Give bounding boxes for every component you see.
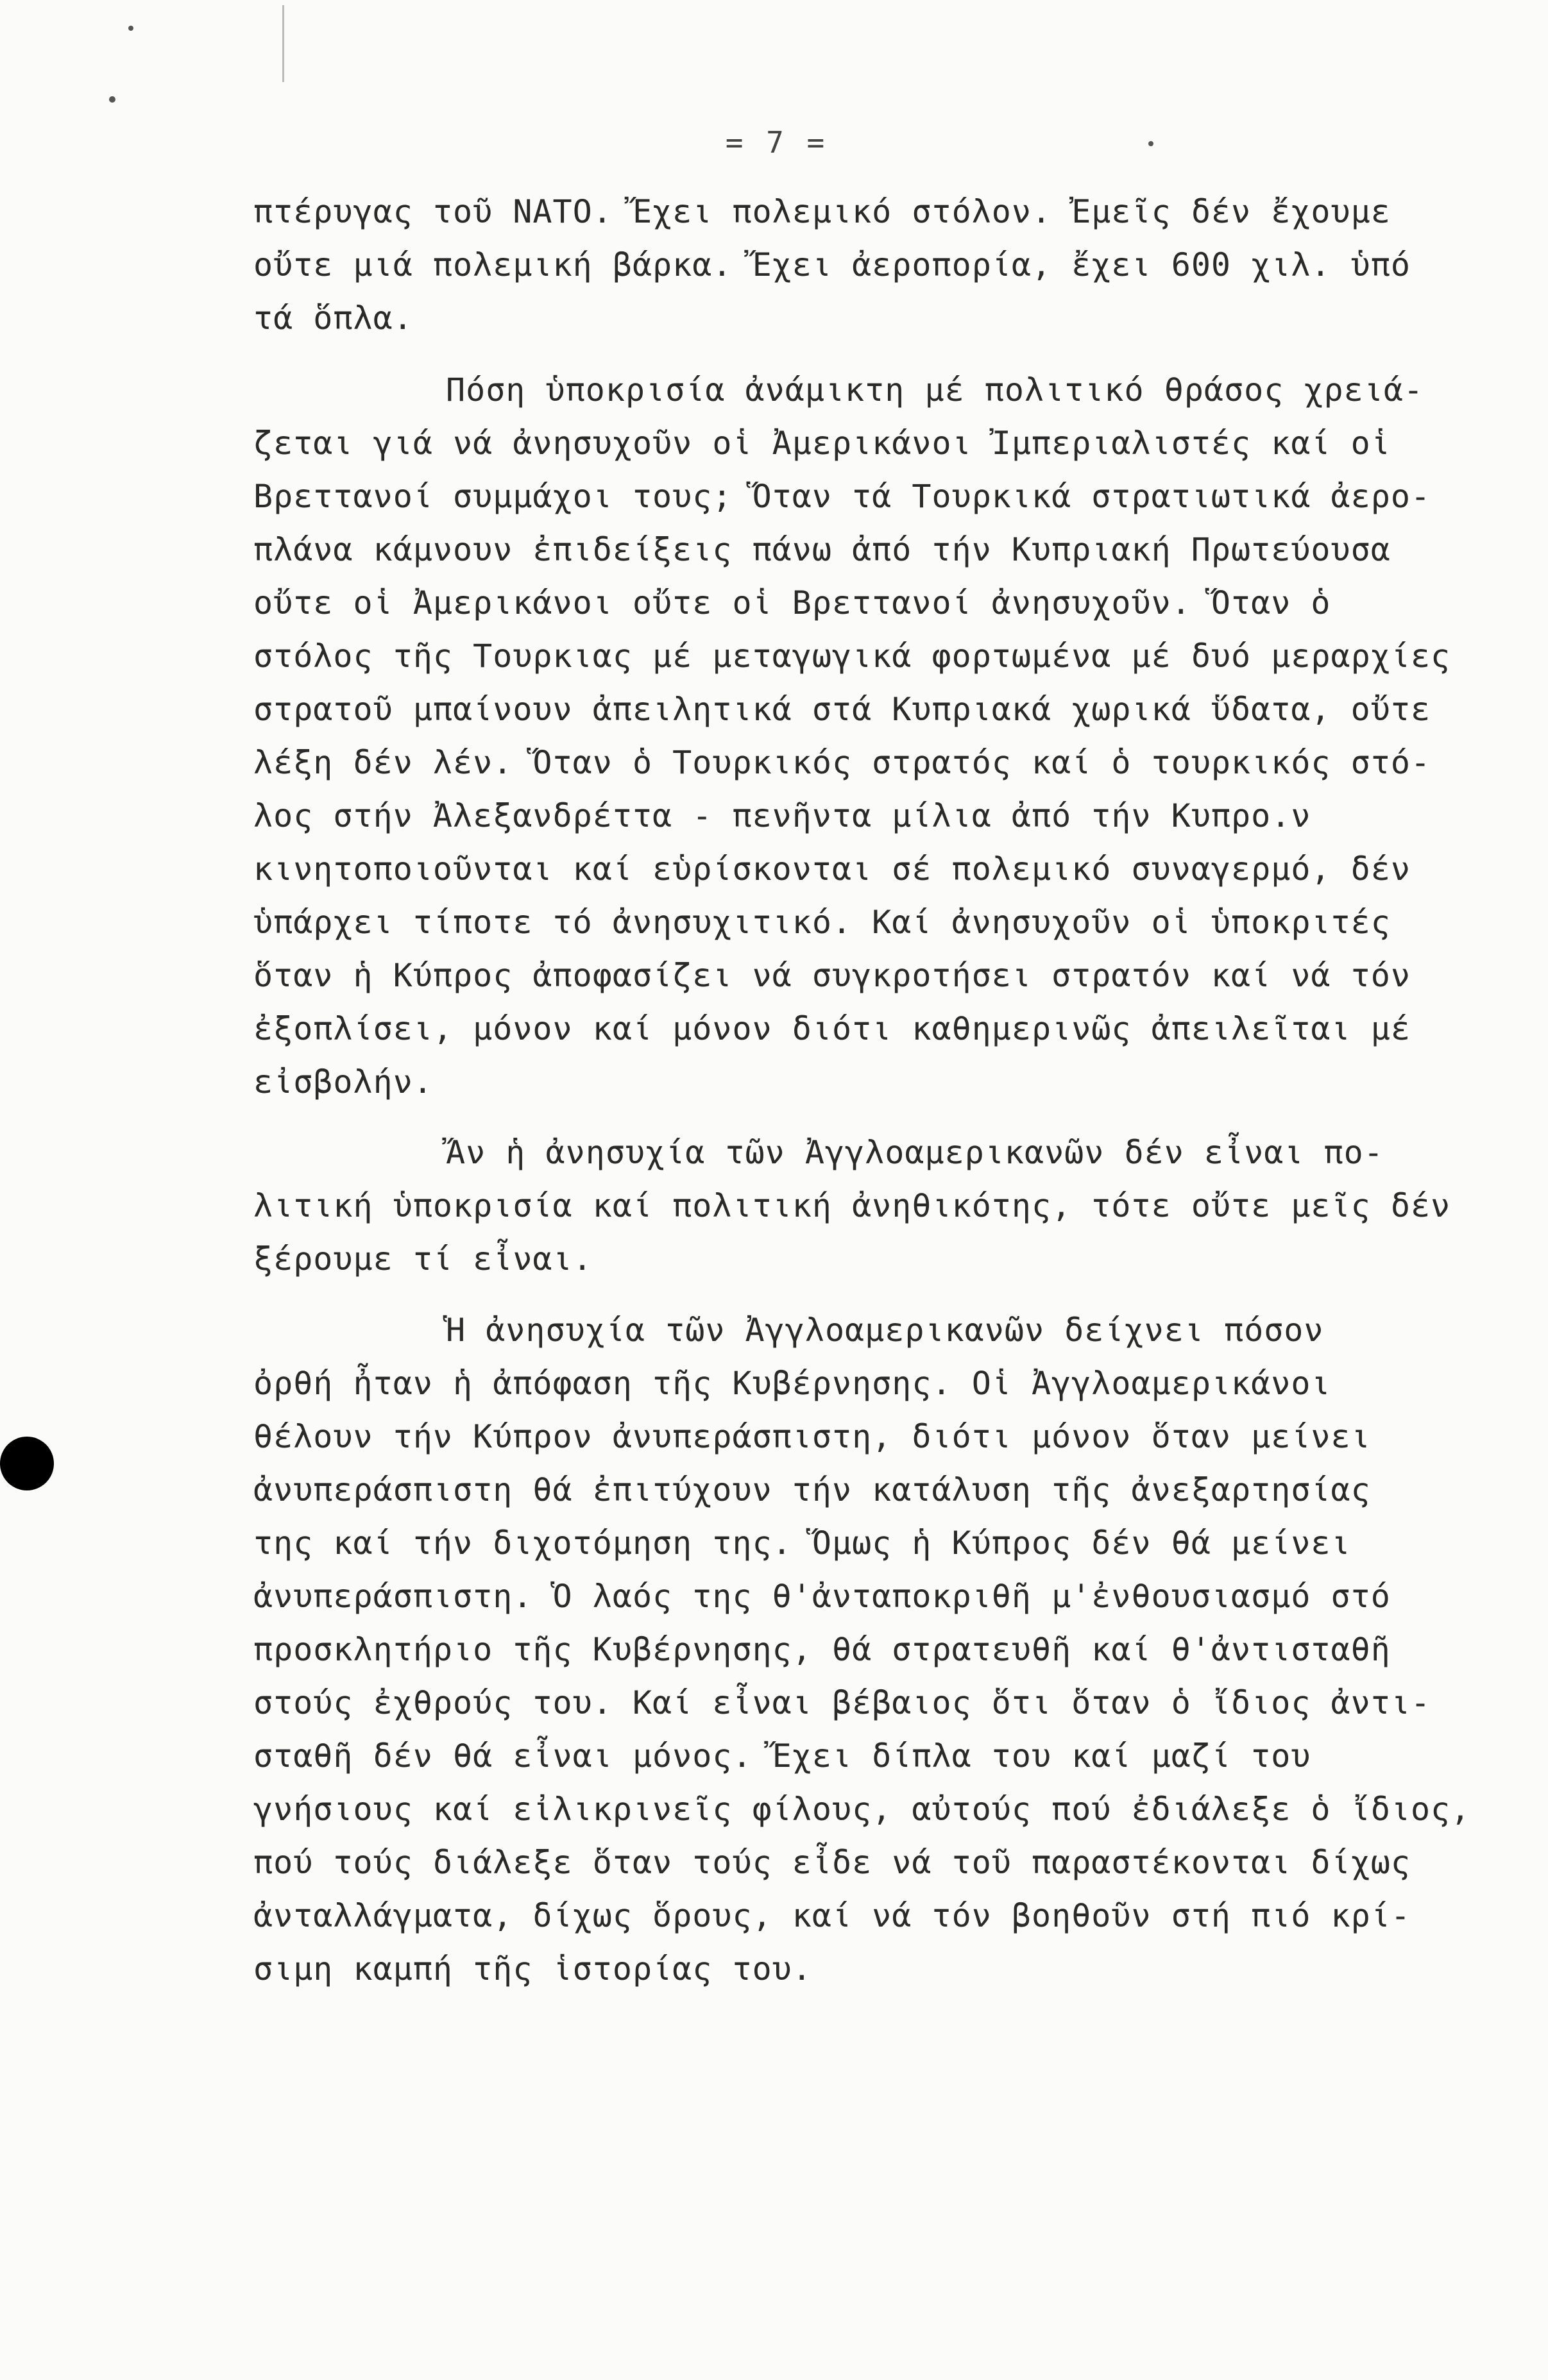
text-line: στούς ἐχθρούς του. Καί εἶναι βέβαιος ὅτι ὅταν ὁ ἴδιος ἀντι-	[253, 1684, 1431, 1721]
scan-speck	[128, 26, 133, 31]
text-line: Ἄν ἡ ἀνησυχία τῶν Ἀγγλοαμερικανῶν δέν εἶναι πο-	[446, 1134, 1384, 1171]
text-line: στρατοῦ μπαίνουν ἀπειλητικά στά Κυπριακά χωρικά ὕδατα, οὔτε	[253, 691, 1431, 728]
text-line: ὑπάρχει τίποτε τό ἀνησυχιτικό. Καί ἀνησυχοῦν οἱ ὑποκριτές	[253, 904, 1391, 941]
scan-speck	[1148, 141, 1153, 146]
text-line: οὔτε μιά πολεμική βάρκα. Ἔχει ἀεροπορία, ἔχει 600 χιλ. ὑπό	[253, 246, 1411, 283]
text-line: θέλουν τήν Κύπρον ἀνυπεράσπιστη, διότι μόνον ὅταν μείνει	[253, 1418, 1371, 1455]
text-line: Πόση ὑποκρισία ἀνάμικτη μέ πολιτικό θράσος χρειά-	[446, 371, 1424, 409]
text-line: Βρεττανοί συμμάχοι τους; Ὅταν τά Τουρκικά στρατιωτικά ἀερο-	[253, 478, 1431, 515]
text-line: γνήσιους καί εἰλικρινεῖς φίλους, αὐτούς πού ἐδιάλεξε ὁ ἴδιος,	[253, 1791, 1471, 1828]
text-line: πτέρυγας τοῦ ΝΑΤΟ. Ἔχει πολεμικό στόλον. Ἐμεῖς δέν ἔχουμε	[253, 193, 1391, 230]
text-line: ἀνυπεράσπιστη. Ὁ λαός της θ'ἀνταποκριθῆ μ'ἐνθουσιασμό στό	[253, 1578, 1391, 1615]
text-line: λέξη δέν λέν. Ὅταν ὁ Τουρκικός στρατός καί ὁ τουρκικός στό-	[253, 744, 1431, 781]
text-line: σταθῆ δέν θά εἶναι μόνος. Ἔχει δίπλα του καί μαζί του	[253, 1737, 1311, 1775]
text-line: σιμη καμπή τῆς ἱστορίας του.	[253, 1950, 812, 1988]
text-line: λιτική ὑποκρισία καί πολιτική ἀνηθικότης, τότε οὔτε μεῖς δέν	[253, 1187, 1451, 1224]
text-line: κινητοποιοῦνται καί εὑρίσκονται σέ πολεμικό συναγερμό, δέν	[253, 850, 1411, 888]
text-line: στόλος τῆς Τουρκιας μέ μεταγωγικά φορτωμένα μέ δυό μεραρχίες	[253, 637, 1451, 675]
text-line: της καί τήν διχοτόμηση της. Ὅμως ἡ Κύπρος δέν θά μείνει	[253, 1524, 1351, 1562]
text-line: προσκλητήριο τῆς Κυβέρνησης, θά στρατευθῆ καί θ'ἀντισταθῆ	[253, 1631, 1391, 1668]
text-line: ἀνταλλάγματα, δίχως ὅρους, καί νά τόν βοηθοῦν στή πιό κρί-	[253, 1897, 1411, 1934]
text-line: ἀνυπεράσπιστη θά ἐπιτύχουν τήν κατάλυση τῆς ἀνεξαρτησίας	[253, 1471, 1371, 1508]
text-line: πλάνα κάμνουν ἐπιδείξεις πάνω ἀπό τήν Κυπριακή Πρωτεύουσα	[253, 531, 1391, 568]
text-line: ὅταν ἡ Κύπρος ἀποφασίζει νά συγκροτήσει στρατόν καί νά τόν	[253, 957, 1411, 994]
text-line: εἰσβολήν.	[253, 1063, 433, 1101]
text-line: οὔτε οἱ Ἀμερικάνοι οὔτε οἱ Βρεττανοί ἀνησυχοῦν. Ὅταν ὁ	[253, 584, 1331, 621]
text-line: πού τούς διάλεξε ὅταν τούς εἶδε νά τοῦ παραστέκονται δίχως	[253, 1844, 1411, 1881]
scan-speck	[109, 96, 115, 103]
page-number: = 7 =	[725, 125, 828, 160]
text-line: λος στήν Ἀλεξανδρέττα - πενῆντα μίλια ἀπό τήν Κυπρο.ν	[253, 797, 1311, 834]
text-line: ὀρθή ἦταν ἡ ἀπόφαση τῆς Κυβέρνησης. Οἱ Ἀγγλοαμερικάνοι	[253, 1365, 1331, 1402]
text-line: ζεται γιά νά ἀνησυχοῦν οἱ Ἀμερικάνοι Ἰμπεριαλιστές καί οἱ	[253, 425, 1391, 462]
text-line: τά ὅπλα.	[253, 300, 413, 337]
scan-mark	[282, 5, 284, 82]
text-line: ξέρουμε τί εἶναι.	[253, 1240, 593, 1278]
text-line: ἐξοπλίσει, μόνον καί μόνον διότι καθημερινῶς ἀπειλεῖται μέ	[253, 1010, 1411, 1047]
text-line: Ἡ ἀνησυχία τῶν Ἀγγλοαμερικανῶν δείχνει πόσον	[446, 1312, 1324, 1349]
punch-hole	[0, 1437, 54, 1490]
